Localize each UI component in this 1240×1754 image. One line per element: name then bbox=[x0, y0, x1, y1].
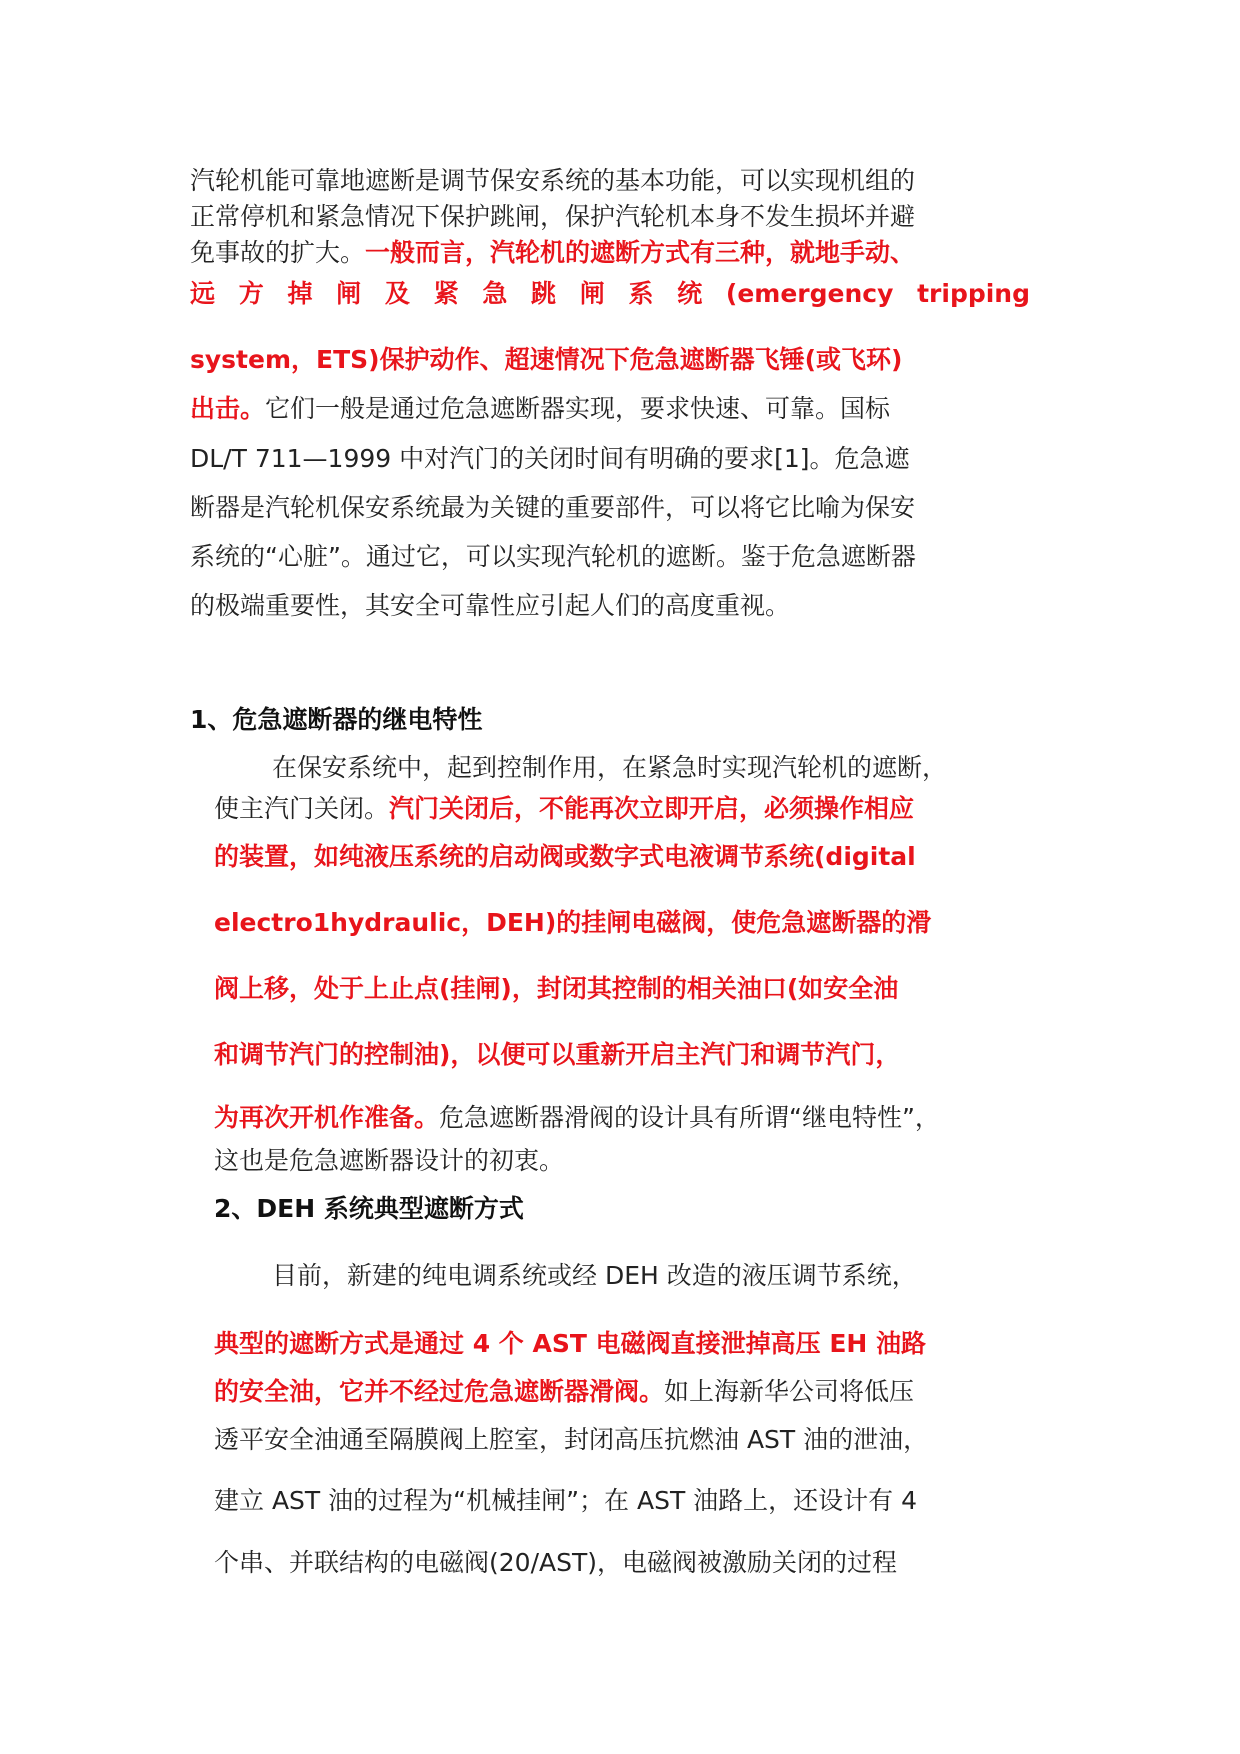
section-1-line-5-highlight: 阀上移，处于上止点(挂闸)，封闭其控制的相关油口(如安全油 bbox=[214, 974, 899, 1003]
intro-line-2: 正常停机和紧急情况下保护跳闸，保护汽轮机本身不发生损坏并避 bbox=[190, 202, 916, 231]
intro-line-3-text: 免事故的扩大。 bbox=[190, 238, 366, 267]
section-1-line-4-highlight: electro1hydraulic，DEH)的挂闸电磁阀，使危急遮断器的滑 bbox=[214, 908, 932, 937]
section-1-line-3-highlight: 的装置，如纯液压系统的启动阀或数字式电液调节系统(digital bbox=[214, 842, 916, 871]
section-2-line-6: 个串、并联结构的电磁阀(20/AST)，电磁阀被激励关闭的过程 bbox=[214, 1548, 897, 1577]
section-1-line-7-highlight: 为再次开机作准备。 bbox=[214, 1103, 440, 1132]
section-1-heading: 1、危急遮断器的继电特性 bbox=[190, 705, 483, 734]
intro-line-6-highlight: 出击。 bbox=[190, 394, 266, 423]
section-2-heading: 2、DEH 系统典型遮断方式 bbox=[214, 1194, 524, 1223]
justified-word: 急 bbox=[482, 279, 508, 308]
intro-line-6-text: 它们一般是通过危急遮断器实现，要求快速、可靠。国标 bbox=[265, 394, 891, 423]
intro-line-5-highlight: system，ETS)保护动作、超速情况下危急遮断器飞锤(或飞环) bbox=[190, 345, 903, 374]
justified-word: 掉 bbox=[287, 279, 313, 308]
section-1-line-2-text: 使主汽门关闭。 bbox=[214, 794, 390, 823]
justified-word: 紧 bbox=[433, 279, 459, 308]
justified-word: 闸 bbox=[336, 279, 362, 308]
section-2-line-1: 目前，新建的纯电调系统或经 DEH 改造的液压调节系统， bbox=[272, 1261, 917, 1290]
justified-word: 统 bbox=[677, 279, 703, 308]
intro-line-1: 汽轮机能可靠地遮断是调节保安系统的基本功能，可以实现机组的 bbox=[190, 166, 916, 195]
section-2-line-3-highlight: 的安全油，它并不经过危急遮断器滑阀。 bbox=[214, 1377, 665, 1406]
section-1-line-2 bbox=[214, 791, 914, 827]
section-1-line-8: 这也是危急遮断器设计的初衷。 bbox=[214, 1146, 565, 1175]
section-1-line-1: 在保安系统中，起到控制作用，在紧急时实现汽轮机的遮断， bbox=[272, 753, 948, 782]
section-2-line-3-text: 如上海新华公司将低压 bbox=[664, 1377, 915, 1406]
section-1-line-2-highlight: 汽门关闭后，不能再次立即开启，必须操作相应 bbox=[389, 794, 915, 823]
intro-line-9: 系统的“心脏”。通过它，可以实现汽轮机的遮断。鉴于危急遮断器 bbox=[190, 542, 916, 571]
section-1-line-7 bbox=[214, 1100, 940, 1136]
justified-word: tripping bbox=[917, 279, 1030, 308]
section-2-line-5: 建立 AST 油的过程为“机械挂闸”；在 AST 油路上，还设计有 4 bbox=[214, 1486, 918, 1515]
intro-line-4-justified bbox=[190, 276, 1030, 312]
section-1-line-7-text: 危急遮断器滑阀的设计具有所谓“继电特性”， bbox=[439, 1103, 940, 1132]
intro-line-3-highlight: 一般而言，汽轮机的遮断方式有三种，就地手动、 bbox=[365, 238, 916, 267]
intro-line-6 bbox=[190, 391, 890, 427]
justified-word: 跳 bbox=[531, 279, 557, 308]
intro-line-3 bbox=[190, 235, 915, 271]
section-1-line-6-highlight: 和调节汽门的控制油)，以便可以重新开启主汽门和调节汽门， bbox=[214, 1040, 901, 1069]
section-2-line-2-highlight: 典型的遮断方式是通过 4 个 AST 电磁阀直接泄掉高压 EH 油路 bbox=[214, 1329, 927, 1358]
intro-line-10: 的极端重要性，其安全可靠性应引起人们的高度重视。 bbox=[190, 591, 791, 620]
intro-line-7: DL/T 711—1999 中对汽门的关闭时间有明确的要求[1]。危急遮 bbox=[190, 444, 910, 473]
justified-word: 闸 bbox=[579, 279, 605, 308]
justified-word: 系 bbox=[628, 279, 654, 308]
intro-line-8: 断器是汽轮机保安系统最为关键的重要部件，可以将它比喻为保安 bbox=[190, 493, 916, 522]
justified-word: 方 bbox=[238, 279, 264, 308]
section-2-line-3 bbox=[214, 1374, 914, 1410]
section-2-line-4: 透平安全油通至隔膜阀上腔室，封闭高压抗燃油 AST 油的泄油， bbox=[214, 1425, 929, 1454]
justified-word: 及 bbox=[384, 279, 410, 308]
justified-word: 远 bbox=[190, 279, 216, 308]
justified-word: (emergency bbox=[725, 279, 894, 308]
